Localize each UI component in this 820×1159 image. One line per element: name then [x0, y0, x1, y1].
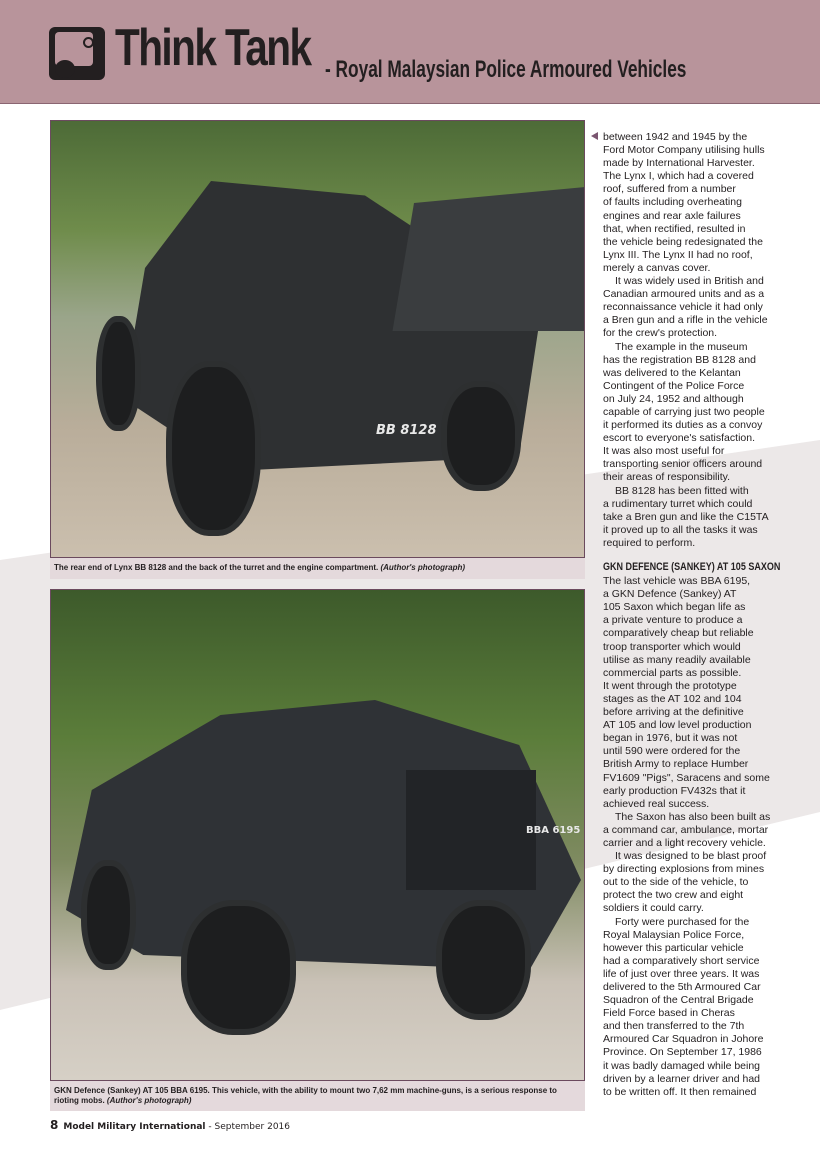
article-line: delivered to the 5th Armoured Car — [603, 981, 761, 993]
article-line: Royal Malaysian Police Force, — [603, 928, 745, 941]
article-line: the vehicle being redesignated the — [603, 235, 763, 248]
article-line: take a Bren gun and like the C15TA — [603, 510, 769, 523]
article-line: their areas of responsibility. — [603, 471, 731, 484]
article-line: utilise as many readily available — [603, 653, 751, 666]
article-line: It went through the prototype — [603, 679, 737, 692]
continued-arrow-icon — [591, 132, 598, 140]
article-line: Field Force based in Cheras — [603, 1007, 735, 1020]
article-line: transporting senior officers around — [603, 458, 763, 471]
photo-lynx — [50, 120, 585, 558]
article-line: that, when rectified, resulted in — [603, 222, 746, 235]
article-line: stages as the AT 102 and 104 — [603, 692, 742, 705]
article-line: a GKN Defence (Sankey) AT — [603, 588, 737, 601]
article-line: The Lynx I, which had a covered — [603, 170, 754, 183]
article-line: It was widely used in British and — [615, 275, 764, 288]
article-line: commercial parts as possible. — [603, 666, 742, 679]
registration-plate: BB 8128 — [376, 423, 437, 438]
article-line: FV1609 "Pigs", Saracens and some — [603, 771, 770, 784]
article-line: Armoured Car Squadron in Johore — [603, 1033, 764, 1046]
article-line: a command car, ambulance, mortar — [603, 823, 769, 836]
article-line: escort to everyone's satisfaction. — [603, 432, 755, 445]
article-column-bottom — [603, 561, 818, 1099]
article-line: it performed its duties as a convoy — [603, 419, 763, 432]
page-footer — [50, 1118, 290, 1132]
article-line: achieved real success. — [603, 797, 710, 810]
article-line: reconnaissance vehicle it had only — [603, 301, 763, 314]
article-line: It was designed to be blast proof — [615, 850, 767, 863]
article-line: British Army to replace Humber — [603, 758, 749, 771]
photo-credit: (Author's photograph) — [380, 563, 466, 572]
article-line: life of just over three years. It was — [603, 967, 760, 980]
article-line: has the registration BB 8128 and — [603, 353, 756, 366]
article-line: protect the two crew and eight — [603, 889, 744, 902]
article-line: made by International Harvester. — [603, 157, 755, 170]
article-line: It was also most useful for — [603, 445, 725, 458]
subheading: GKN DEFENCE (SANKEY) AT 105 SAXON — [603, 561, 781, 573]
caption-text: GKN Defence (Sankey) AT 105 BBA 6195. This vehicle, with the ability to mount two 7,62 mm machine-guns, is a serious response to rioting mobs. — [54, 1086, 557, 1105]
article-line: by directing explosions from mines — [603, 863, 765, 876]
article-title: - Royal Malaysian Police Armoured Vehicles — [325, 56, 687, 83]
photo-caption — [50, 558, 585, 579]
article-line: however this particular vehicle — [603, 941, 744, 954]
photo-caption — [50, 1081, 585, 1111]
section-title: Think Tank — [115, 19, 311, 77]
photo-credit: (Author's photograph) — [106, 1096, 192, 1105]
article-line: out to the side of the vehicle, to — [603, 876, 749, 889]
article-line: troop transporter which would — [603, 640, 741, 653]
article-line: Lynx III. The Lynx II had no roof, — [603, 248, 753, 261]
article-line: and then transferred to the 7th — [603, 1020, 745, 1033]
article-line: to be written off. It then remained — [603, 1085, 757, 1098]
article-line: Squadron of the Central Brigade — [603, 994, 754, 1007]
article-line: soldiers it could carry. — [603, 902, 704, 915]
magazine-name: Model Military International — [63, 1122, 206, 1132]
issue-date: - September 2016 — [208, 1122, 291, 1132]
article-line: on July 24, 1952 and although — [603, 392, 744, 405]
photo-saxon — [50, 589, 585, 1081]
article-line: before arriving at the definitive — [603, 706, 744, 719]
article-line: merely a canvas cover. — [603, 261, 711, 274]
article-line: a Bren gun and a rifle in the vehicle — [603, 314, 768, 327]
article-line: BB 8128 has been fitted with — [615, 484, 749, 497]
article-line: between 1942 and 1945 by the — [603, 131, 748, 143]
article-line: carrier and a light recovery vehicle. — [603, 836, 766, 849]
article-column-top — [603, 131, 818, 550]
article-line: began in 1976, but it was not — [603, 732, 738, 745]
article-line: until 590 were ordered for the — [603, 745, 741, 758]
article-line: 105 Saxon which began life as — [603, 601, 746, 614]
article-line: Canadian armoured units and as a — [603, 288, 765, 301]
article-line: early production FV432s that it — [603, 784, 746, 797]
article-line: AT 105 and low level production — [603, 719, 752, 732]
article-line: for the crew's protection. — [603, 327, 718, 340]
article-line: Ford Motor Company utilising hulls — [603, 144, 765, 157]
article-line: capable of carrying just two people — [603, 405, 765, 418]
article-line: it proved up to all the tasks it was — [603, 523, 758, 536]
page-header — [0, 0, 820, 104]
gears-icon — [49, 27, 105, 80]
article-line: The Saxon has also been built as — [615, 810, 771, 823]
article-line: The last vehicle was BBA 6195, — [603, 575, 751, 588]
article-line: engines and rear axle failures — [603, 209, 741, 222]
article-line: it was badly damaged while being — [603, 1059, 761, 1072]
article-line: The example in the museum — [615, 340, 748, 353]
article-line: Contingent of the Police Force — [603, 379, 745, 392]
page-number: 8 — [50, 1118, 59, 1132]
article-line: Forty were purchased for the — [615, 915, 750, 928]
article-line: of faults including overheating — [603, 196, 742, 209]
article-line: comparatively cheap but reliable — [603, 627, 754, 640]
article-line: roof, suffered from a number — [603, 183, 736, 196]
registration-plate: BBA 6195 — [526, 825, 581, 836]
article-line: had a comparatively short service — [603, 954, 760, 967]
article-line: was delivered to the Kelantan — [603, 366, 741, 379]
article-line: required to perform. — [603, 536, 696, 549]
article-line: a private venture to produce a — [603, 614, 743, 627]
article-line: driven by a learner driver and had — [603, 1072, 761, 1085]
article-line: Province. On September 17, 1986 — [603, 1046, 762, 1059]
caption-text: The rear end of Lynx BB 8128 and the back of the turret and the engine compartment. — [54, 563, 379, 572]
article-line: a rudimentary turret which could — [603, 497, 753, 510]
